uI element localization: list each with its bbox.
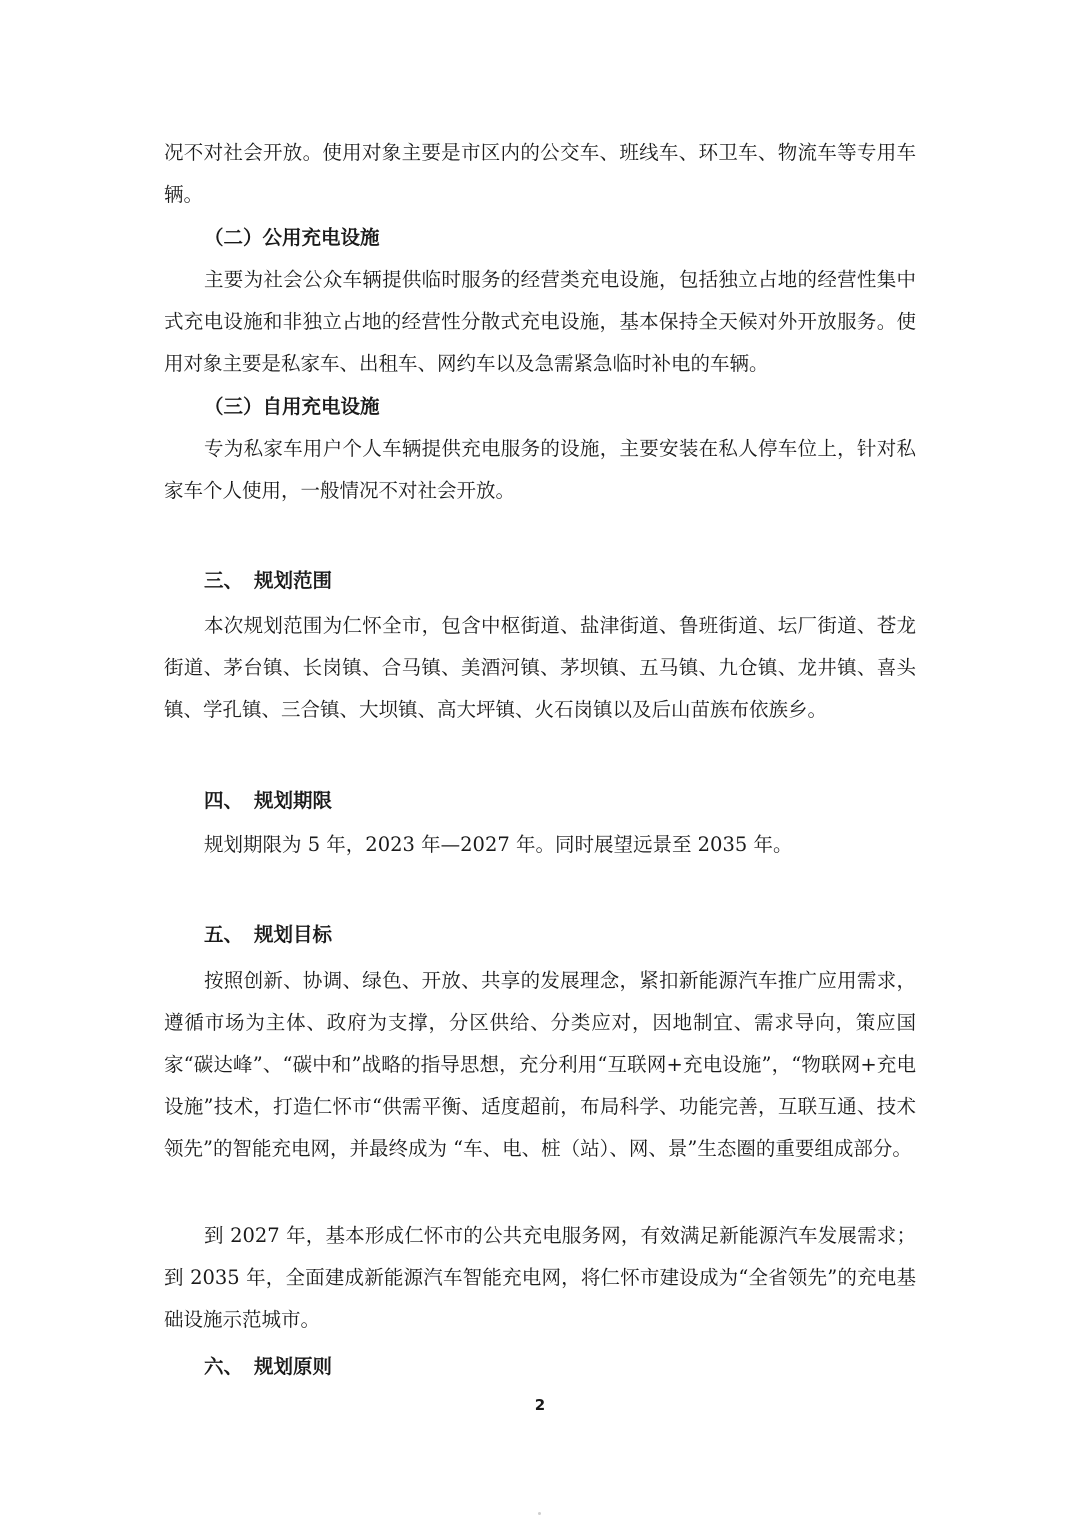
paragraph-goals-2: 到 2027 年，基本形成仁怀市的公共充电服务网，有效满足新能源汽车发展需求；到 2035 年，全面建成新能源汽车智能充电网，将仁怀市建设成为“全省领先”的充电基础设施示范城市。 (164, 1224, 916, 1331)
paragraph-private-charging: 专为私家车用户个人车辆提供充电服务的设施，主要安装在私人停车位上，针对私家车个人使用，一般情况不对社会开放。 (164, 437, 916, 502)
section-title: 规划范围 (254, 569, 333, 592)
section-heading-period (204, 780, 332, 822)
paragraph-scope: 本次规划范围为仁怀全市，包含中枢街道、盐津街道、鲁班街道、坛厂街道、苍龙街道、茅台镇、长岗镇、合马镇、美酒河镇、茅坝镇、五马镇、九仓镇、龙井镇、喜头镇、学孔镇、三合镇、大坝镇、高大坪镇、火石岗镇以及后山苗族布依族乡。 (164, 614, 916, 721)
section-number: 六、 (204, 1355, 244, 1378)
section-heading-scope (204, 560, 332, 602)
section-title: 规划期限 (254, 789, 333, 812)
subheading-private-charging: （三）自用充电设施 (204, 395, 380, 418)
section-heading-goals (204, 914, 332, 956)
section-heading-principles (204, 1346, 332, 1388)
paragraph-continuation: 况不对社会开放。使用对象主要是市区内的公交车、班线车、环卫车、物流车等专用车辆。 (164, 141, 916, 206)
page-number: 2 (534, 1396, 546, 1414)
section-number: 四、 (204, 789, 244, 812)
paragraph-goals-1: 按照创新、协调、绿色、开放、共享的发展理念，紧扣新能源汽车推广应用需求，遵循市场为主体、政府为支撑，分区供给、分类应对，因地制宜、需求导向，策应国家“碳达峰”、“碳中和”战略的指导思想，充分利用“互联网+充电设施”，“物联网+充电设施”技术，打造仁怀市“供需平衡、适度超前，布局科学、功能完善，互联互通、技术领先”的智能充电网，并最终成为 “车、电、桩（站）、网、景”生态圈的重要组成部分。 (164, 969, 916, 1160)
section-title: 规划目标 (254, 923, 333, 946)
paragraph-public-charging: 主要为社会公众车辆提供临时服务的经营类充电设施，包括独立占地的经营性集中式充电设施和非独立占地的经营性分散式充电设施，基本保持全天候对外开放服务。使用对象主要是私家车、出租车、网约车以及急需紧急临时补电的车辆。 (164, 268, 916, 375)
paragraph-period: 规划期限为 5 年，2023 年—2027 年。同时展望远景至 2035 年。 (204, 833, 793, 856)
subheading-public-charging: （二）公用充电设施 (204, 226, 380, 249)
section-number: 三、 (204, 569, 244, 592)
section-number: 五、 (204, 923, 244, 946)
section-title: 规划原则 (254, 1355, 333, 1378)
scan-dot (538, 1512, 541, 1515)
